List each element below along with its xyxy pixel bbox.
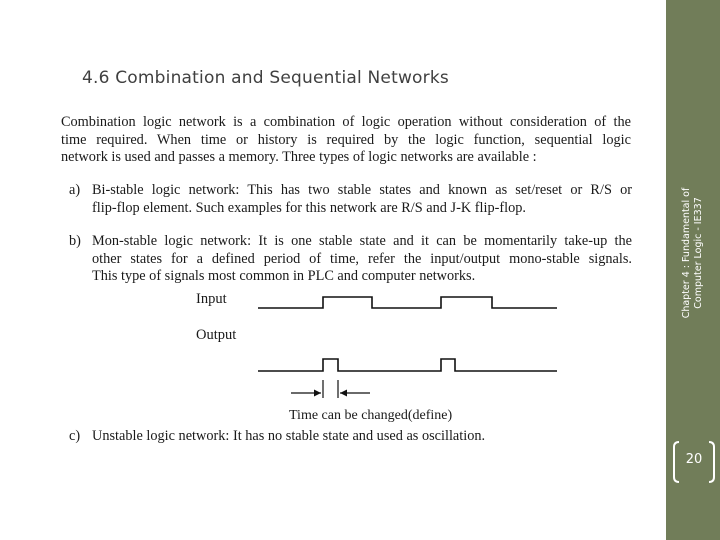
page-number: 20 — [685, 452, 703, 467]
left-arrow-head — [314, 390, 321, 397]
pulse-width-caption: Time can be changed(define) — [289, 408, 453, 423]
item-line: Bi-stable logic network: This has two stable states and known as set/reset or R/S or — [92, 182, 632, 198]
slide-title: 4.6 Combination and Sequential Networks — [82, 68, 449, 88]
output-signal-label: Output — [196, 327, 237, 343]
intro-line: network is used and passes a memory. Three types of logic networks are available : — [61, 149, 537, 165]
item-label: a) — [69, 182, 81, 198]
input-signal-label: Input — [196, 291, 227, 307]
intro-line: time required. When time or history is required by the logic function, sequential logic — [61, 131, 631, 148]
chapter-side-text-line1: Chapter 4 : Fundamental of — [681, 187, 692, 319]
scanned-textbook-page — [57, 110, 635, 447]
item-label: c) — [69, 428, 81, 444]
output-waveform — [258, 359, 557, 371]
input-waveform — [258, 297, 557, 308]
item-line: other states for a defined period of time, refer the input/output mono-stable signals. — [92, 250, 632, 267]
chapter-side-text-line2: Computer Logic - IE337 — [693, 197, 704, 309]
item-line: This type of signals most common in PLC and computer networks. — [92, 268, 476, 284]
monostable-timing-diagram — [57, 110, 635, 447]
item-line: Mon-stable logic network: It is one stable state and it can be momentarily take-up the — [92, 233, 632, 249]
chapter-side-text — [681, 188, 705, 319]
item-line: flip-flop element. Such examples for this network are R/S and J-K flip-flop. — [92, 199, 526, 216]
intro-line: Combination logic network is a combination of logic operation without consideration of the — [61, 114, 631, 130]
item-line: Unstable logic network: It has no stable state and used as oscillation. — [92, 428, 486, 444]
right-arrow-head — [340, 390, 347, 397]
item-label: b) — [69, 233, 81, 249]
